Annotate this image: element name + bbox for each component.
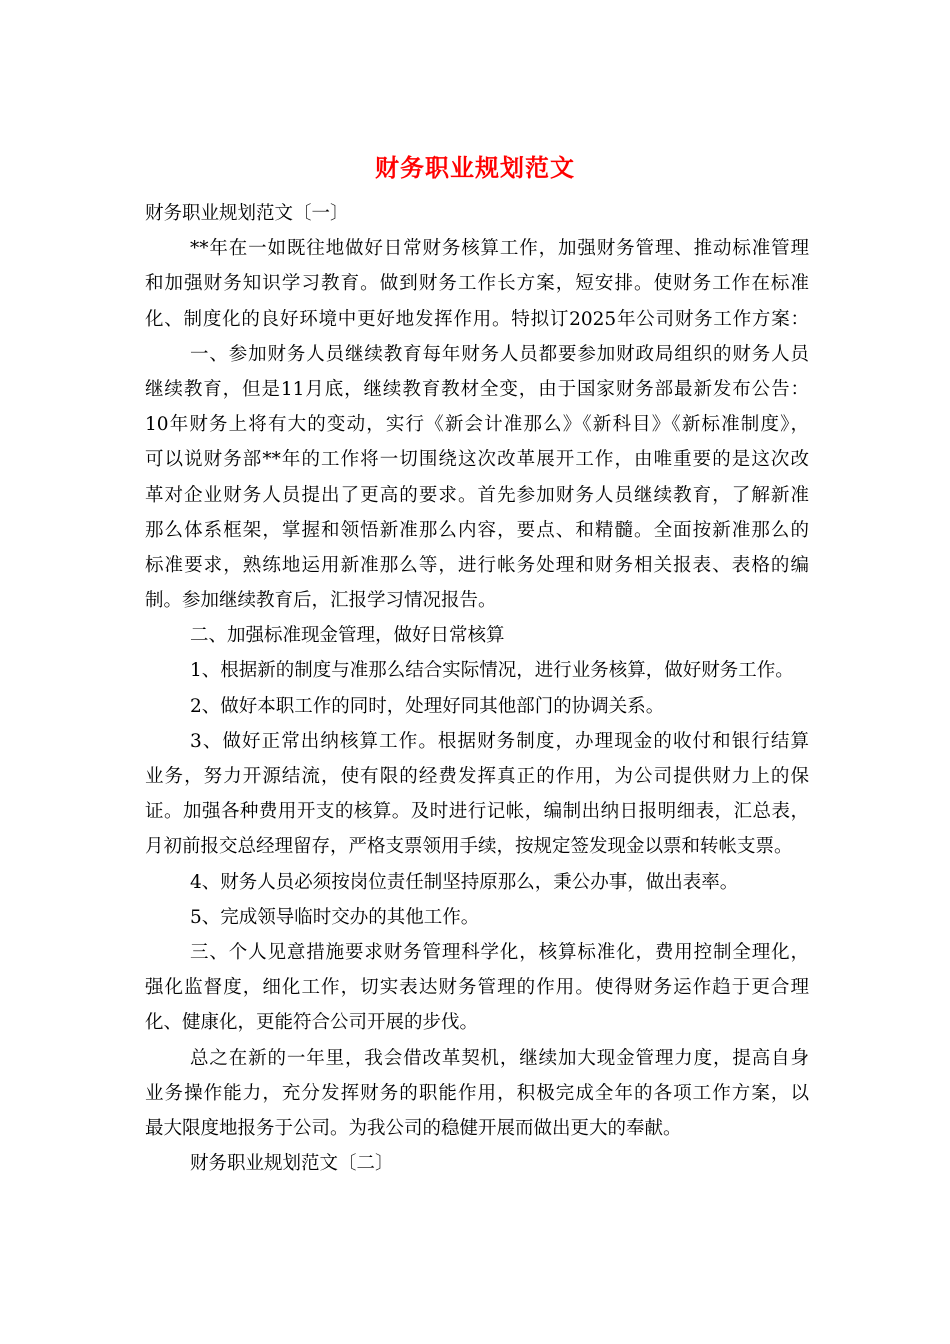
paragraph-line: 那么体系框架，掌握和领悟新准那么内容，要点、和精髓。全面按新准那么的	[145, 519, 809, 541]
list-item: 1、根据新的制度与准那么结合实际情况，进行业务核算，做好财务工作。	[190, 660, 794, 682]
paragraph-line: 强化监督度，细化工作，切实表达财务管理的作用。使得财务运作趋于更合理	[145, 977, 809, 999]
paragraph-line: 化、制度化的良好环境中更好地发挥作用。特拟订2025年公司财务工作方案：	[145, 308, 809, 330]
paragraph-line: 制。参加继续教育后，汇报学习情况报告。	[145, 590, 497, 612]
list-item: 2、做好本职工作的同时，处理好同其他部门的协调关系。	[190, 695, 665, 717]
paragraph-line: 证。加强各种费用开支的核算。及时进行记帐，编制出纳日报明细表，汇总表，	[145, 801, 809, 823]
subsection-heading: 二、加强标准现金管理，做好日常核算	[190, 625, 505, 647]
paragraph-line: 可以说财务部**年的工作将一切围绕这次改革展开工作，由唯重要的是这次改	[145, 449, 809, 471]
paragraph-line: 月初前报交总经理留存，严格支票领用手续，按规定签发现金以票和转帐支票。	[145, 836, 793, 858]
paragraph-line: 一、参加财务人员继续教育每年财务人员都要参加财政局组织的财务人员	[190, 343, 809, 365]
paragraph-line: 最大限度地报务于公司。为我公司的稳健开展而做出更大的奉献。	[145, 1117, 682, 1139]
paragraph-line: 10年财务上将有大的变动，实行《新会计准那么》《新科目》《新标准制度》，	[145, 414, 809, 436]
paragraph-line: 业务操作能力，充分发挥财务的职能作用，积极完成全年的各项工作方案，以	[145, 1082, 809, 1104]
paragraph-line: 化、健康化，更能符合公司开展的步伐。	[145, 1012, 479, 1034]
paragraph-line: 革对企业财务人员提出了更高的要求。首先参加财务人员继续教育，了解新准	[145, 484, 809, 506]
paragraph-line: 业务，努力开源结流，使有限的经费发挥真正的作用，为公司提供财力上的保	[145, 766, 809, 787]
section-heading-1: 财务职业规划范文〔一〕	[145, 203, 349, 224]
paragraph-line: 三、个人见意措施要求财务管理科学化，核算标准化，费用控制全理化，	[190, 941, 809, 963]
paragraph-line: 继续教育，但是11月底，继续教育教材全变，由于国家财务部最新发布公告：	[145, 378, 809, 400]
paragraph-line: 总之在新的一年里，我会借改革契机，继续加大现金管理力度，提高自身	[190, 1047, 809, 1069]
section-heading-2: 财务职业规划范文〔二〕	[190, 1153, 394, 1175]
list-item: 4、财务人员必须按岗位责任制坚持原那么，秉公办事，做出表率。	[190, 871, 739, 893]
list-item: 5、完成领导临时交办的其他工作。	[190, 906, 480, 928]
paragraph-line: 标准要求，熟练地运用新准那么等，进行帐务处理和财务相关报表、表格的编	[145, 554, 809, 576]
list-item: 3、做好正常出纳核算工作。根据财务制度，办理现金的收付和银行结算	[190, 730, 809, 752]
paragraph-line: **年在一如既往地做好日常财务核算工作，加强财务管理、推动标准管理	[190, 238, 809, 260]
document-body	[145, 196, 809, 1181]
paragraph-line: 和加强财务知识学习教育。做到财务工作长方案，短安排。使财务工作在标准	[145, 273, 809, 295]
page-title: 财务职业规划范文	[375, 153, 575, 182]
